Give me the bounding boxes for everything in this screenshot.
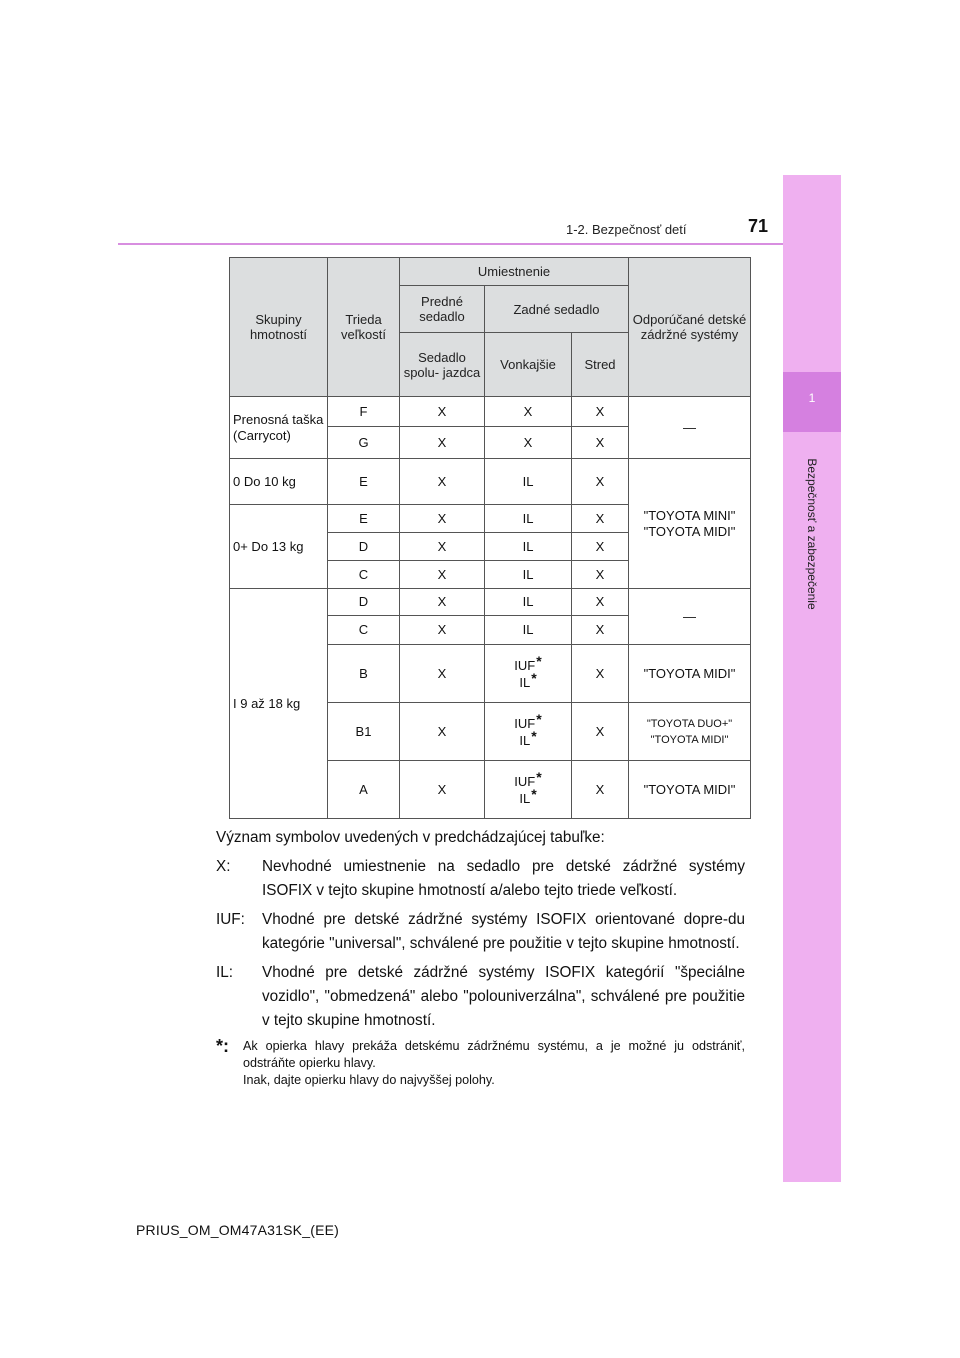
size-class-cell: D — [328, 533, 400, 561]
legend-term: IUF: — [216, 911, 245, 928]
size-class-cell: E — [328, 505, 400, 533]
page-number: 71 — [748, 216, 769, 236]
footnote-line: Ak opierka hlavy prekáža detskému zádržnému systému, a je možné ju odstrániť, odstráňte opierku hlavy. — [243, 1039, 745, 1070]
size-class-cell: F — [328, 397, 400, 427]
table-row — [230, 459, 751, 505]
footnote-mark: *: — [216, 1036, 229, 1056]
header-rear-seat: Zadné sedadlo — [485, 286, 629, 333]
center-seat-cell: X — [572, 505, 629, 533]
front-seat-cell: X — [400, 533, 485, 561]
center-seat-cell: X — [572, 616, 629, 645]
footnote-line: Inak, dajte opierku hlavy do najvyššej polohy. — [243, 1073, 495, 1087]
recommended-cell: "TOYOTA MINI" "TOYOTA MIDI" — [629, 459, 751, 589]
center-seat-cell: X — [572, 589, 629, 616]
center-seat-cell: X — [572, 459, 629, 505]
chapter-label: Bezpečnosť a zabezpečenie — [805, 458, 819, 610]
center-seat-cell: X — [572, 703, 629, 761]
section-title: 1-2. Bezpečnosť detí — [566, 222, 687, 237]
outer-seat-value: IUF — [514, 657, 536, 673]
outer-seat-cell: IL — [485, 589, 572, 616]
center-seat-cell: X — [572, 761, 629, 819]
chapter-side-tab — [783, 175, 841, 1182]
outer-seat-value: IUF — [514, 773, 536, 789]
center-seat-cell: X — [572, 645, 629, 703]
legend-term: X: — [216, 858, 231, 875]
center-seat-cell: X — [572, 427, 629, 459]
legend-description: Vhodné pre detské zádržné systémy ISOFIX orientované dopre-du kategórie "universal", schválené pre použitie v tejto skupine hmotností. — [262, 911, 745, 952]
center-seat-cell: X — [572, 533, 629, 561]
outer-seat-cell: IL — [485, 616, 572, 645]
front-seat-cell: X — [400, 645, 485, 703]
center-seat-cell: X — [572, 561, 629, 589]
outer-seat-cell — [485, 703, 572, 761]
center-seat-cell: X — [572, 397, 629, 427]
list-item — [216, 961, 745, 1033]
chapter-number-box — [783, 372, 841, 432]
outer-seat-value: IUF — [514, 715, 536, 731]
header-passenger-seat: Sedadlo spolu- jazdca — [400, 333, 485, 397]
front-seat-cell: X — [400, 589, 485, 616]
recommended-cell: — — [629, 589, 751, 645]
footnote-asterisk: * — [531, 669, 537, 686]
recommended-cell: — — [629, 397, 751, 459]
list-item — [216, 908, 745, 956]
size-class-cell: E — [328, 459, 400, 505]
recommended-cell: "TOYOTA MIDI" — [629, 645, 751, 703]
weight-group-cell: I 9 až 18 kg — [230, 589, 328, 819]
size-class-cell: C — [328, 561, 400, 589]
outer-seat-cell: IL — [485, 505, 572, 533]
header-position: Umiestnenie — [400, 258, 629, 286]
weight-group-cell: 0 Do 10 kg — [230, 459, 328, 505]
outer-seat-cell: IL — [485, 561, 572, 589]
symbol-legend — [216, 826, 745, 1089]
header-recommended: Odporúčané detské zádržné systémy — [629, 258, 751, 397]
list-item — [216, 855, 745, 903]
weight-group-cell: 0+ Do 13 kg — [230, 505, 328, 589]
legend-description: Vhodné pre detské zádržné systémy ISOFIX kategórií "špeciálne vozidlo", "obmedzená" alebo "polouniverzálna", schválené pre použitie v tejto skupine hmotností. — [262, 964, 745, 1029]
size-class-cell: B — [328, 645, 400, 703]
weight-group-cell: Prenosná taška (Carrycot) — [230, 397, 328, 459]
legend-intro: Význam symbolov uvedených v predchádzajúcej tabuľke: — [216, 829, 605, 846]
outer-seat-cell: IL — [485, 533, 572, 561]
header-center: Stred — [572, 333, 629, 397]
table-row — [230, 589, 751, 616]
front-seat-cell: X — [400, 761, 485, 819]
size-class-cell: B1 — [328, 703, 400, 761]
footnote-text — [243, 1038, 745, 1089]
isofix-table — [229, 257, 751, 819]
footnote-asterisk: * — [536, 768, 542, 785]
footnote-asterisk: * — [536, 652, 542, 669]
header-rule — [118, 243, 783, 245]
chapter-number: 1 — [808, 391, 816, 405]
legend-term: IL: — [216, 964, 234, 981]
legend-description: Nevhodné umiestnenie na sedadlo pre detské zádržné systémy ISOFIX v tejto skupine hmotností a/alebo tejto triede veľkostí. — [262, 858, 745, 899]
front-seat-cell: X — [400, 616, 485, 645]
footnote-asterisk: * — [531, 727, 537, 744]
size-class-cell: C — [328, 616, 400, 645]
front-seat-cell: X — [400, 397, 485, 427]
front-seat-cell: X — [400, 561, 485, 589]
recommended-value: "TOYOTA DUO+" — [646, 717, 733, 730]
front-seat-cell: X — [400, 703, 485, 761]
recommended-cell — [629, 703, 751, 761]
front-seat-cell: X — [400, 459, 485, 505]
outer-seat-cell: X — [485, 427, 572, 459]
recommended-value: "TOYOTA MIDI" — [650, 733, 729, 746]
header-outer: Vonkajšie — [485, 333, 572, 397]
document-id: PRIUS_OM_OM47A31SK_(EE) — [136, 1222, 340, 1238]
size-class-cell: G — [328, 427, 400, 459]
outer-seat-cell: IL — [485, 459, 572, 505]
footnote-asterisk: * — [536, 710, 542, 727]
table-row — [230, 397, 751, 427]
header-size-class: Trieda veľkostí — [328, 258, 400, 397]
outer-seat-cell — [485, 761, 572, 819]
outer-seat-value: IL — [519, 674, 531, 690]
size-class-cell: D — [328, 589, 400, 616]
recommended-cell: "TOYOTA MIDI" — [629, 761, 751, 819]
front-seat-cell: X — [400, 427, 485, 459]
outer-seat-cell — [485, 645, 572, 703]
front-seat-cell: X — [400, 505, 485, 533]
size-class-cell: A — [328, 761, 400, 819]
outer-seat-cell: X — [485, 397, 572, 427]
footnote — [216, 1038, 745, 1089]
header-weight-groups: Skupiny hmotností — [230, 258, 328, 397]
outer-seat-value: IL — [519, 790, 531, 806]
header-front-seat: Predné sedadlo — [400, 286, 485, 333]
legend-list — [216, 855, 745, 1033]
outer-seat-value: IL — [519, 732, 531, 748]
footnote-asterisk: * — [531, 785, 537, 802]
